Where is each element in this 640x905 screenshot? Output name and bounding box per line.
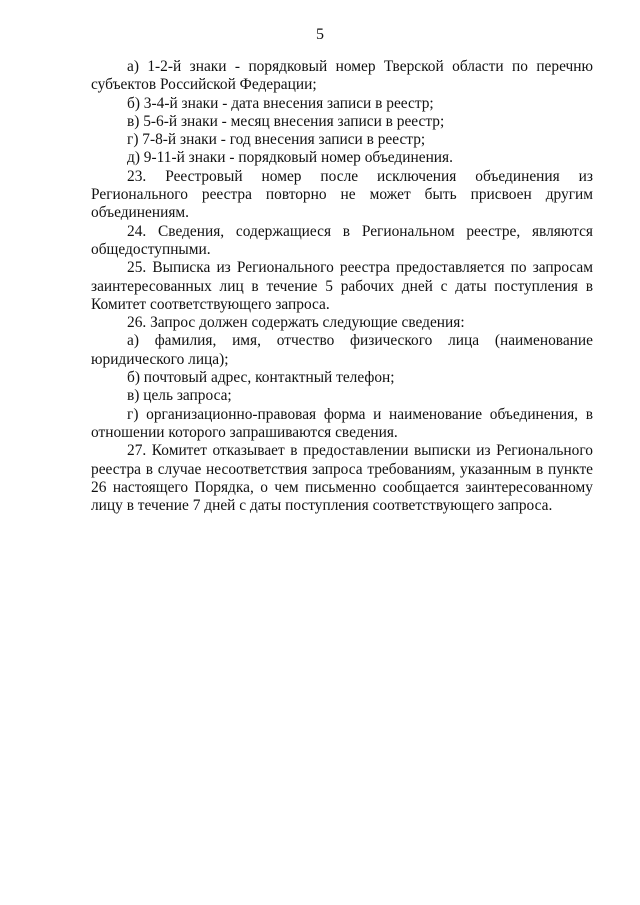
paragraph-23: 23. Реестровый номер после исключения объединения из Регионального реестра повторно не может быть присвоен другим объединениям. [91, 167, 593, 222]
paragraph-27: 27. Комитет отказывает в предоставлении выписки из Регионального реестра в случае несоответствия запроса требованиям, указанным в пункте 26 настоящего Порядка, о чем письменно сообщается заинтересованному лицу в течение 7 дней с даты поступления соответствующего запроса. [91, 442, 593, 515]
paragraph-item-b-date: б) 3-4-й знаки - дата внесения записи в реестр; [127, 94, 434, 112]
paragraph-item-a-region-number: а) 1-2-й знаки - порядковый номер Тверской области по перечню субъектов Российской Федерации; [91, 58, 593, 94]
document-body [91, 58, 593, 515]
paragraph-24: 24. Сведения, содержащиеся в Региональном реестре, являются общедоступными. [91, 222, 593, 258]
paragraph-26-item-v: в) цель запроса; [127, 387, 232, 405]
paragraph-item-d-association-number: д) 9-11-й знаки - порядковый номер объединения. [127, 149, 453, 167]
paragraph-item-g-year: г) 7-8-й знаки - год внесения записи в реестр; [127, 131, 426, 149]
paragraph-25: 25. Выписка из Регионального реестра предоставляется по запросам заинтересованных лиц в течение 5 рабочих дней с даты поступления в Комитет соответствующего запроса. [91, 259, 593, 313]
paragraph-26-item-b: б) почтовый адрес, контактный телефон; [127, 369, 395, 387]
paragraph-26-item-a: а) фамилия, имя, отчество физического лица (наименование юридического лица); [91, 332, 593, 368]
paragraph-item-v-month: в) 5-6-й знаки - месяц внесения записи в реестр; [127, 112, 445, 130]
paragraph-26-item-g: г) организационно-правовая форма и наименование объединения, в отношении которого запрашиваются сведения. [91, 405, 593, 441]
page-number: 5 [316, 26, 324, 43]
paragraph-26: 26. Запрос должен содержать следующие сведения: [127, 314, 465, 332]
